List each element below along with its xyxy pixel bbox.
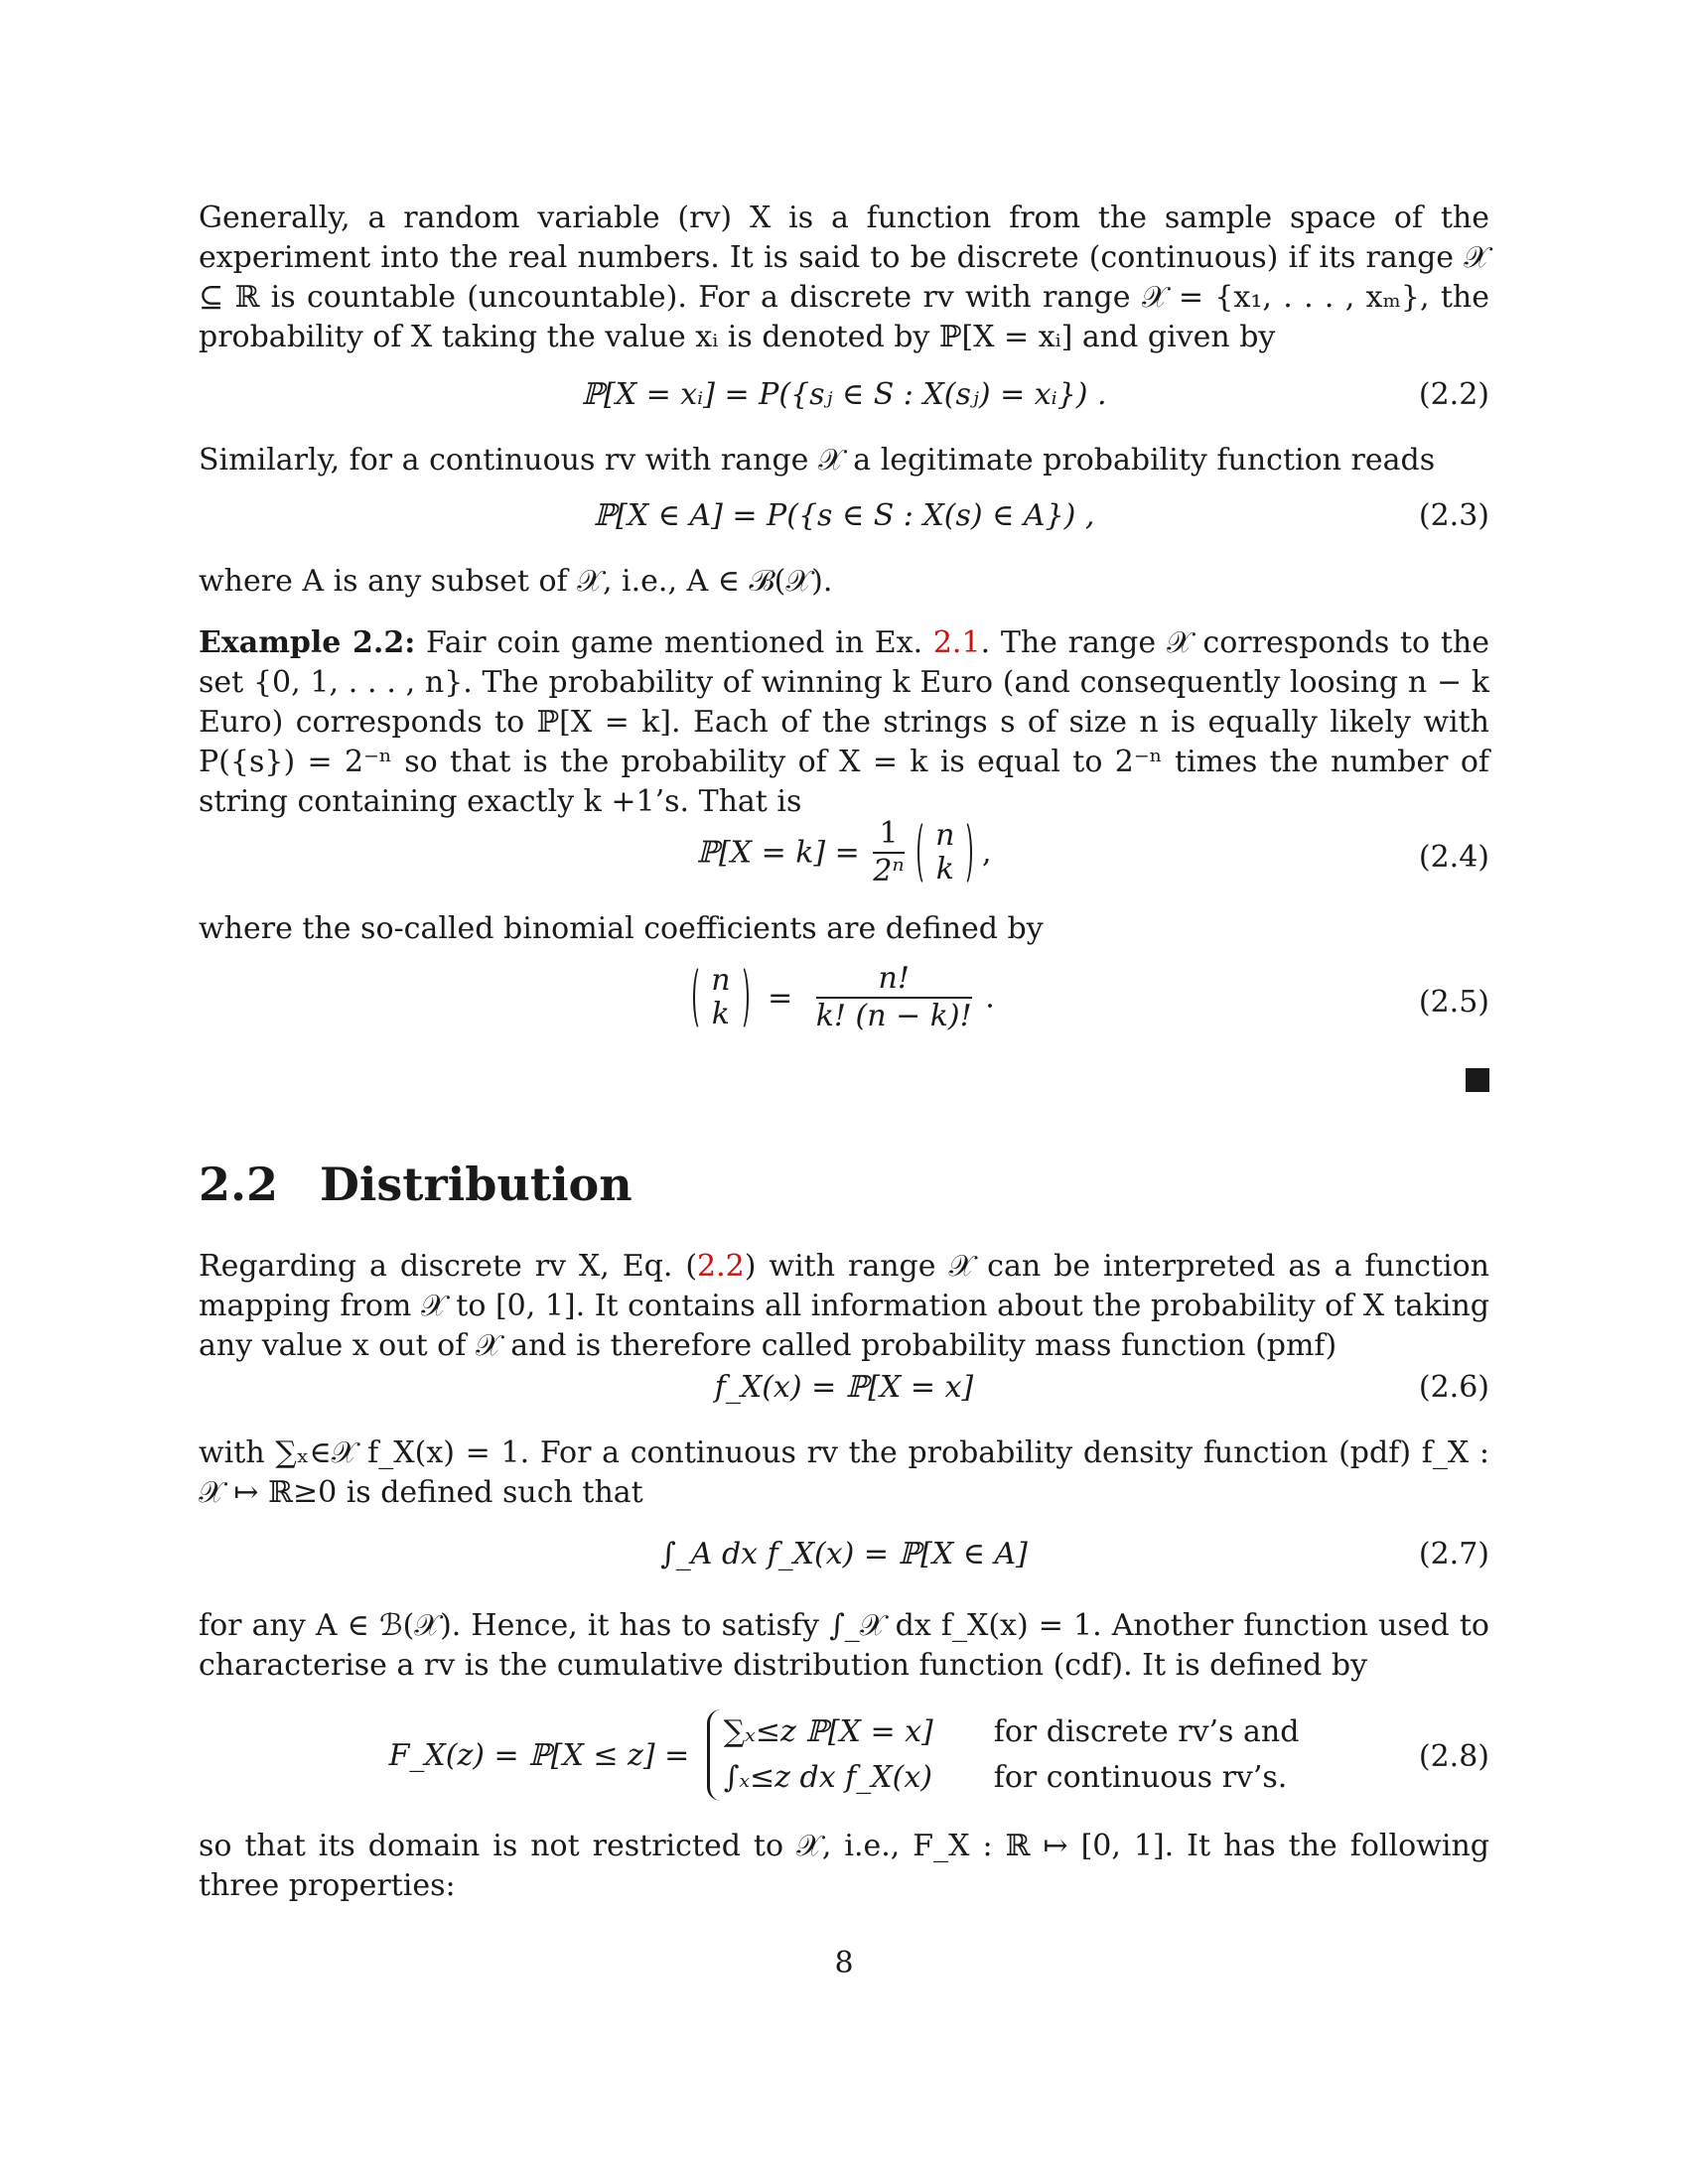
binomial — [693, 964, 748, 1031]
denominator: k! (n − k)! — [815, 999, 972, 1033]
binomial-top: n — [935, 818, 955, 853]
paragraph-binomial-text: where the so-called binomial coefficients are defined by — [199, 911, 1044, 946]
example-label: Example 2.2: — [199, 625, 416, 660]
section-heading — [199, 1158, 633, 1211]
case-row-continuous — [724, 1755, 1300, 1801]
equation-2-4 — [199, 816, 1489, 901]
equation-number: (2.6) — [1418, 1370, 1489, 1405]
paragraph-subset: where A is any subset of 𝒳, i.e., A ∈ ℬ(𝒳). — [199, 564, 833, 599]
eq-ref-link[interactable]: 2.2 — [697, 1249, 745, 1284]
equation-number: (2.3) — [1418, 498, 1489, 533]
numerator: n! — [816, 961, 972, 999]
equation-2-8 — [199, 1709, 1489, 1809]
section-number: 2.2 — [199, 1158, 279, 1211]
equation-2-5 — [199, 961, 1489, 1046]
section-title: Distribution — [320, 1158, 633, 1211]
equation-equals: = — [768, 980, 793, 1016]
equation-2-7 — [199, 1521, 1489, 1590]
fraction — [816, 961, 972, 1034]
paragraph-continuous: Similarly, for a continuous rv with range 𝒳 a legitimate probability function reads — [199, 443, 1436, 478]
binomial — [917, 819, 972, 887]
equation-lhs: ℙ[X = k] = — [696, 835, 860, 871]
paragraph-pdf: with ∑ₓ∈𝒳 f_X(x) = 1. For a continuous rv the probability density function (pdf) f_X : 𝒳 ↦ ℝ≥0 is defined such that — [199, 1435, 1489, 1510]
equation-body: ∫_A dx f_X(x) = ℙ[X ∈ A] — [660, 1537, 1028, 1571]
paragraph-cdf: for any A ∈ ℬ(𝒳). Hence, it has to satisfy ∫_𝒳 dx f_X(x) = 1. Another function used to characterise a rv is the cumulative distribution function (cdf). It is defined by — [199, 1608, 1489, 1683]
numerator: 1 — [873, 816, 904, 854]
paragraph-pmf-b: ) with range 𝒳 can be interpreted as a function mapping from 𝒳 to [0, 1]. It contains all information about the probability of X taking any value x out of 𝒳 and is therefore called probability mass function (pmf) — [199, 1249, 1489, 1363]
paragraph-binomial — [199, 909, 1489, 949]
equation-number: (2.2) — [1418, 377, 1489, 412]
denominator: 2ⁿ — [873, 854, 905, 888]
example-ref-link[interactable]: 2.1 — [932, 625, 981, 660]
equation-tail: . — [985, 980, 995, 1016]
example-text-a: Fair coin game mentioned in Ex. — [415, 625, 933, 660]
case-expression: ∑ₓ≤z ℙ[X = x] — [723, 1714, 933, 1749]
equation-number: (2.5) — [1418, 985, 1489, 1020]
paragraph-domain: so that its domain is not restricted to 𝒳, i.e., F_X : ℝ ↦ [0, 1]. It has the following three properties: — [199, 1829, 1489, 1903]
equation-2-3 — [199, 488, 1489, 548]
equation-tail: , — [982, 835, 992, 871]
equation-number: (2.4) — [1418, 840, 1489, 875]
equation-body: ℙ[X = xᵢ] = P({sⱼ ∈ S : X(sⱼ) = xᵢ}) . — [581, 377, 1107, 412]
binomial-top: n — [711, 963, 731, 998]
equation-2-2 — [199, 367, 1489, 427]
paragraph-random-variable: Generally, a random variable (rv) X is a function from the sample space of the experiment into the real numbers. It is said to be discrete (continuous) if its range 𝒳 ⊆ ℝ is countable (uncountable). For a discrete rv with range 𝒳 = {x₁, . . . , xₘ}, the probability of X taking the value xᵢ is denoted by ℙ[X = xᵢ] and given by — [199, 201, 1489, 354]
equation-body: ℙ[X ∈ A] = P({s ∈ S : X(s) ∈ A}) , — [593, 498, 1095, 533]
equation-body: f_X(x) = ℙ[X = x] — [714, 1370, 974, 1405]
case-expression: ∫ₓ≤z dx f_X(x) — [723, 1760, 932, 1795]
cases-brace — [707, 1709, 1300, 1801]
example-2-2 — [199, 623, 1489, 822]
fraction — [873, 816, 904, 889]
case-condition: for discrete rv’s and — [993, 1714, 1300, 1749]
equation-lhs: F_X(z) = ℙ[X ≤ z] = — [388, 1737, 690, 1773]
case-row-discrete — [724, 1709, 1300, 1755]
equation-number: (2.8) — [1418, 1739, 1489, 1774]
qed-square-icon — [1466, 1068, 1489, 1092]
binomial-bottom: k — [935, 852, 954, 887]
paragraph-pmf — [199, 1247, 1489, 1366]
case-condition: for continuous rv’s. — [993, 1760, 1288, 1795]
equation-2-6 — [199, 1360, 1489, 1420]
paragraph-pmf-a: Regarding a discrete rv X, Eq. ( — [199, 1249, 698, 1284]
example-text-b: . The range 𝒳 corresponds to the set {0, 1, . . . , n}. The probability of winning k Euro (and consequently loosing n − k Euro) corresponds to ℙ[X = k]. Each of the strings s of size n is equally likely with P({s}) = 2⁻ⁿ so that is the probability of X = k is equal to 2⁻ⁿ times the number of string containing exactly k +1’s. That is — [199, 625, 1489, 819]
page-number: 8 — [834, 1946, 854, 1980]
binomial-bottom: k — [711, 997, 730, 1031]
equation-number: (2.7) — [1418, 1537, 1489, 1571]
